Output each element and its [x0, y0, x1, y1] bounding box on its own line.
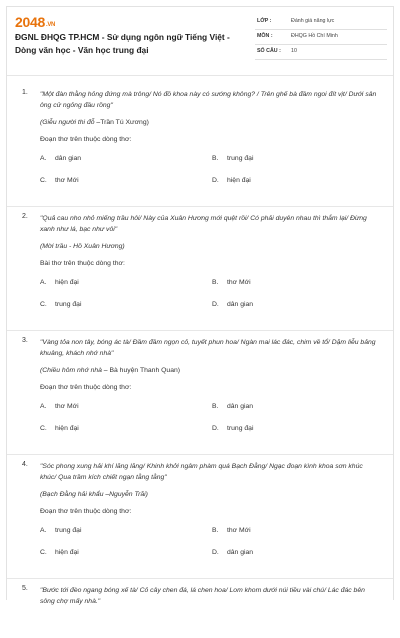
meta-value: ĐHQG Hồ Chí Minh: [291, 33, 338, 39]
option-letter: D.: [212, 549, 219, 556]
option-letter: D.: [212, 301, 219, 308]
question-verse: "Bước tới đèo ngang bóng xế tà/ Cỏ cây chen đá, lá chen hoa/ Lom khom dưới núi tiều vài chú/ Lác đác bên sông chợ mấy nhà.": [40, 587, 365, 605]
option-b[interactable]: [212, 278, 384, 288]
option-b[interactable]: [212, 154, 384, 164]
question-list: [7, 83, 393, 638]
option-c[interactable]: [40, 176, 212, 186]
option-text: hiện đại: [55, 425, 79, 432]
option-c[interactable]: [40, 300, 212, 310]
option-text: trung đại: [227, 425, 254, 432]
question-verse: "Sóc phong xung hải khí lăng lăng/ Khinh khởi ngâm phàm quá Bạch Đằng/ Ngạc đoạn kình khoa sơn khúc khúc/ Qua trầm kích chiết ngạn tằng tằng": [40, 463, 363, 481]
question-1: [7, 83, 393, 206]
option-letter: D.: [212, 177, 219, 184]
source-title: (Bạch Đằng hải khẩu –Nguyễn Trãi): [40, 491, 148, 498]
option-d[interactable]: [212, 176, 384, 186]
option-text: thơ Mới: [55, 403, 79, 410]
source-title: (Mời trầu - Hồ Xuân Hương): [40, 243, 125, 250]
meta-value: Đánh giá năng lực: [291, 18, 335, 24]
source-author: Bà huyện Thanh Quan): [109, 367, 181, 374]
source-author: Trần Tú Xương): [100, 119, 149, 126]
option-text: hiện đại: [55, 279, 79, 286]
option-text: dân gian: [55, 155, 82, 162]
option-a[interactable]: [40, 526, 212, 536]
option-d[interactable]: [212, 300, 384, 310]
question-prompt: Bài thơ trên thuộc dòng thơ:: [40, 260, 125, 267]
option-letter: D.: [212, 425, 219, 432]
option-text: trung đại: [227, 155, 254, 162]
option-text: hiện đại: [55, 549, 79, 556]
source-title: (Chiều hôm nhớ nhà –: [40, 367, 108, 374]
option-letter: A.: [40, 155, 47, 162]
logo-suffix: .VN: [45, 22, 56, 28]
document-page: [6, 6, 394, 605]
option-letter: C.: [40, 549, 47, 556]
option-b[interactable]: [212, 526, 384, 536]
option-letter: A.: [40, 403, 47, 410]
question-source: [40, 242, 379, 252]
option-c[interactable]: [40, 424, 212, 434]
answer-options: [40, 154, 379, 196]
question-prompt: Đoạn thơ trên thuộc dòng thơ:: [40, 384, 132, 391]
document-title: ĐGNL ĐHQG TP.HCM - Sử dụng ngôn ngữ Tiếng Việt - Dòng văn học - Văn học trung đại: [15, 32, 230, 55]
question-number: 2.: [22, 213, 28, 220]
option-d[interactable]: [212, 548, 384, 558]
option-letter: B.: [212, 527, 219, 534]
meta-key: SỐ CÂU :: [257, 48, 281, 54]
question-prompt: Đoạn thơ trên thuộc dòng thơ:: [40, 136, 132, 143]
question-number: 4.: [22, 461, 28, 468]
header-divider: [7, 75, 393, 76]
meta-row-count: [255, 45, 387, 60]
answer-options: [40, 526, 379, 568]
logo-text: 2048: [15, 14, 45, 30]
option-text: dân gian: [227, 301, 254, 308]
document-header: [7, 7, 393, 69]
option-letter: C.: [40, 177, 47, 184]
meta-table: [255, 15, 387, 60]
question-number: 3.: [22, 337, 28, 344]
option-a[interactable]: [40, 278, 212, 288]
option-letter: B.: [212, 403, 219, 410]
option-text: trung đại: [55, 527, 82, 534]
option-text: thơ Mới: [55, 177, 79, 184]
option-text: thơ Mới: [227, 279, 251, 286]
question-4: [7, 454, 393, 578]
question-number: 5.: [22, 585, 28, 592]
option-a[interactable]: [40, 154, 212, 164]
option-text: dân gian: [227, 403, 254, 410]
question-prompt: Đoạn thơ trên thuộc dòng thơ:: [40, 508, 132, 515]
option-text: thơ Mới: [227, 527, 251, 534]
question-number: 1.: [22, 89, 28, 96]
option-letter: B.: [212, 155, 219, 162]
question-3: [7, 330, 393, 454]
meta-row-subject: [255, 30, 387, 45]
site-logo[interactable]: [15, 14, 55, 30]
option-letter: A.: [40, 279, 47, 286]
question-source: [40, 366, 379, 376]
question-source: [40, 490, 379, 500]
option-text: hiện đại: [227, 177, 251, 184]
option-b[interactable]: [212, 402, 384, 412]
question-verse: "Quả cau nho nhỏ miếng trầu hôi/ Này của Xuân Hương mới quệt rồi/ Có phải duyên nhau thì thắm lại/ Đừng xanh như lá, bạc như vôi": [40, 215, 367, 233]
question-verse: "Một đàn thằng hỏng đứng mà trông/ Nó đồ khoa này có sướng không? / Trên ghế bà đầm ngoi đít vịt/ Dưới sân ông cử ngỏng đầu rồng": [40, 91, 377, 109]
meta-key: MÔN :: [257, 33, 273, 39]
option-letter: C.: [40, 425, 47, 432]
option-letter: B.: [212, 279, 219, 286]
option-a[interactable]: [40, 402, 212, 412]
question-5: [7, 578, 393, 638]
option-c[interactable]: [40, 548, 212, 558]
answer-options: [40, 402, 379, 444]
source-title: (Giễu người thi đỗ –: [40, 119, 101, 126]
meta-row-class: [255, 15, 387, 30]
question-2: [7, 206, 393, 330]
option-text: trung đại: [55, 301, 82, 308]
answer-options: [40, 278, 379, 320]
question-source: [40, 118, 379, 128]
option-text: dân gian: [227, 549, 254, 556]
option-letter: C.: [40, 301, 47, 308]
meta-value: 10: [291, 48, 297, 54]
option-letter: A.: [40, 527, 47, 534]
question-verse: "Vàng tỏa non tây, bóng ác tà/ Đầm đầm ngọn cỏ, tuyết phun hoa/ Ngàn mai lác đác, chim về tổ/ Dặm liễu bảng khuâng, khách nhớ nhà": [40, 339, 376, 357]
meta-key: LỚP :: [257, 18, 272, 24]
option-d[interactable]: [212, 424, 384, 434]
